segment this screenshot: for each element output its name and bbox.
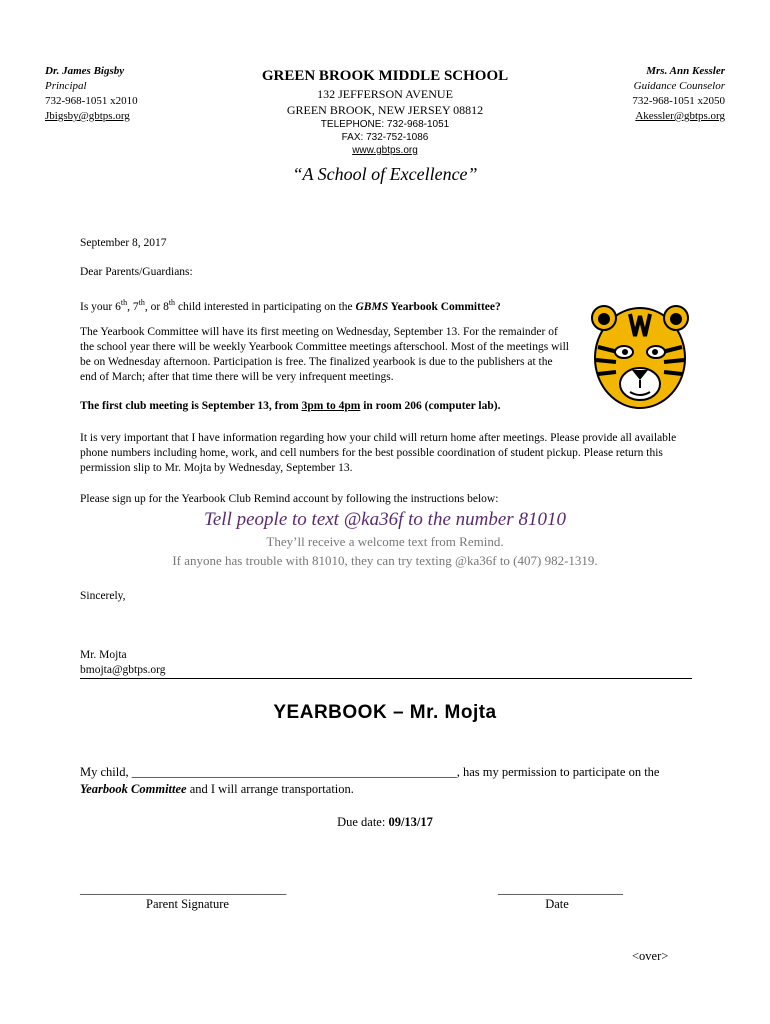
- first-meeting-time: 3pm to 4pm: [301, 400, 361, 412]
- counselor-phone: 732-968-1051 x2050: [632, 95, 725, 107]
- q-gbms: GBMS: [355, 300, 389, 313]
- school-motto: “A School of Excellence”: [292, 164, 478, 184]
- school-name: GREEN BROOK MIDDLE SCHOOL: [261, 68, 509, 84]
- salutation: Dear Parents/Guardians:: [80, 266, 193, 278]
- permission-statement: [80, 764, 700, 798]
- perm-pre: My child,: [80, 765, 132, 779]
- q-pre: Is your 6: [80, 300, 121, 313]
- child-name-blank[interactable]: ____________________________________________________: [131, 765, 457, 779]
- q-sup2: th: [138, 298, 145, 307]
- q-mid3: child interested in participating on the: [175, 300, 356, 313]
- date-line[interactable]: ____________________: [498, 882, 623, 896]
- q-sup3: th: [168, 298, 176, 307]
- remind-headline: Tell people to text @ka36f to the number 81010: [204, 509, 566, 530]
- counselor-title: Guidance Counselor: [633, 80, 725, 92]
- tiger-mascot-image: [590, 302, 690, 412]
- q-committee: Yearbook Committee?: [388, 300, 501, 313]
- counselor-contact: [632, 64, 725, 124]
- school-address-line1: 132 JEFFERSON AVENUE: [317, 87, 453, 101]
- first-meeting-post: in room 206 (computer lab).: [360, 400, 501, 412]
- closing: Sincerely,: [80, 590, 126, 602]
- signer-email: bmojta@gbtps.org: [80, 664, 166, 676]
- first-meeting-pre: The first club meeting is September 13, from: [80, 400, 302, 412]
- counselor-name: Mrs. Ann Kessler: [646, 65, 725, 77]
- q-sup1: th: [120, 298, 128, 307]
- due-label: Due date:: [337, 815, 389, 829]
- principal-email-link[interactable]: Jbigsby@gbtps.org: [45, 110, 130, 122]
- parent-signature-line[interactable]: _________________________________: [80, 882, 287, 896]
- over-indicator: <over>: [632, 949, 669, 963]
- remind-welcome-text: They’ll receive a welcome text from Remind.: [266, 534, 504, 549]
- principal-title: Principal: [45, 80, 87, 92]
- principal-name: Dr. James Bigsby: [45, 65, 125, 77]
- paragraph-meetings: The Yearbook Committee will have its first meeting on Wednesday, September 13. For the remainder of the school year there will be weekly Yearbook Committee meetings afterschool. Most of the meetings will be on Wednesday afternoon. Participation is free. The finalized yearbook is due to the publishers at the end of March; after that time there will be very infrequent meetings.: [80, 326, 569, 383]
- perm-end: and I will arrange transportation.: [186, 782, 354, 796]
- school-website-link[interactable]: www.gbtps.org: [352, 145, 418, 156]
- counselor-email-link[interactable]: Akessler@gbtps.org: [635, 110, 725, 122]
- parent-signature-label: Parent Signature: [146, 897, 229, 911]
- cut-line-divider: [80, 678, 692, 679]
- perm-committee: Yearbook Committee: [80, 782, 187, 796]
- q-mid2: , or 8: [144, 300, 169, 313]
- slip-title: YEARBOOK – Mr. Mojta: [273, 702, 497, 723]
- perm-post: , has my permission to participate on the: [456, 765, 660, 779]
- school-telephone: TELEPHONE: 732-968-1051: [320, 119, 450, 130]
- principal-contact: [45, 64, 138, 124]
- signer-name: Mr. Mojta: [80, 649, 127, 661]
- q-mid1: , 7: [127, 300, 139, 313]
- due-value: 09/13/17: [388, 815, 433, 829]
- date-label: Date: [545, 897, 569, 911]
- due-date: [0, 815, 770, 830]
- letter-date: September 8, 2017: [80, 237, 167, 249]
- school-header: [200, 66, 570, 157]
- school-fax: FAX: 732-752-1086: [341, 132, 429, 143]
- first-meeting-line: [80, 399, 690, 414]
- remind-alternate-number: If anyone has trouble with 81010, they can try texting @ka36f to (407) 982-1319.: [172, 553, 598, 568]
- school-address-line2: GREEN BROOK, NEW JERSEY 08812: [286, 103, 484, 117]
- remind-intro: Please sign up for the Yearbook Club Remind account by following the instructions below:: [80, 493, 499, 505]
- paragraph-transportation: It is very important that I have information regarding how your child will return home after meetings. Please provide all available phone numbers including home, work, and cell numbers for the best possible coordination of student pickup. Please return this permission slip to Mr. Mojta by Wednesday, September 13.: [80, 432, 677, 474]
- principal-phone: 732-968-1051 x2010: [45, 95, 138, 107]
